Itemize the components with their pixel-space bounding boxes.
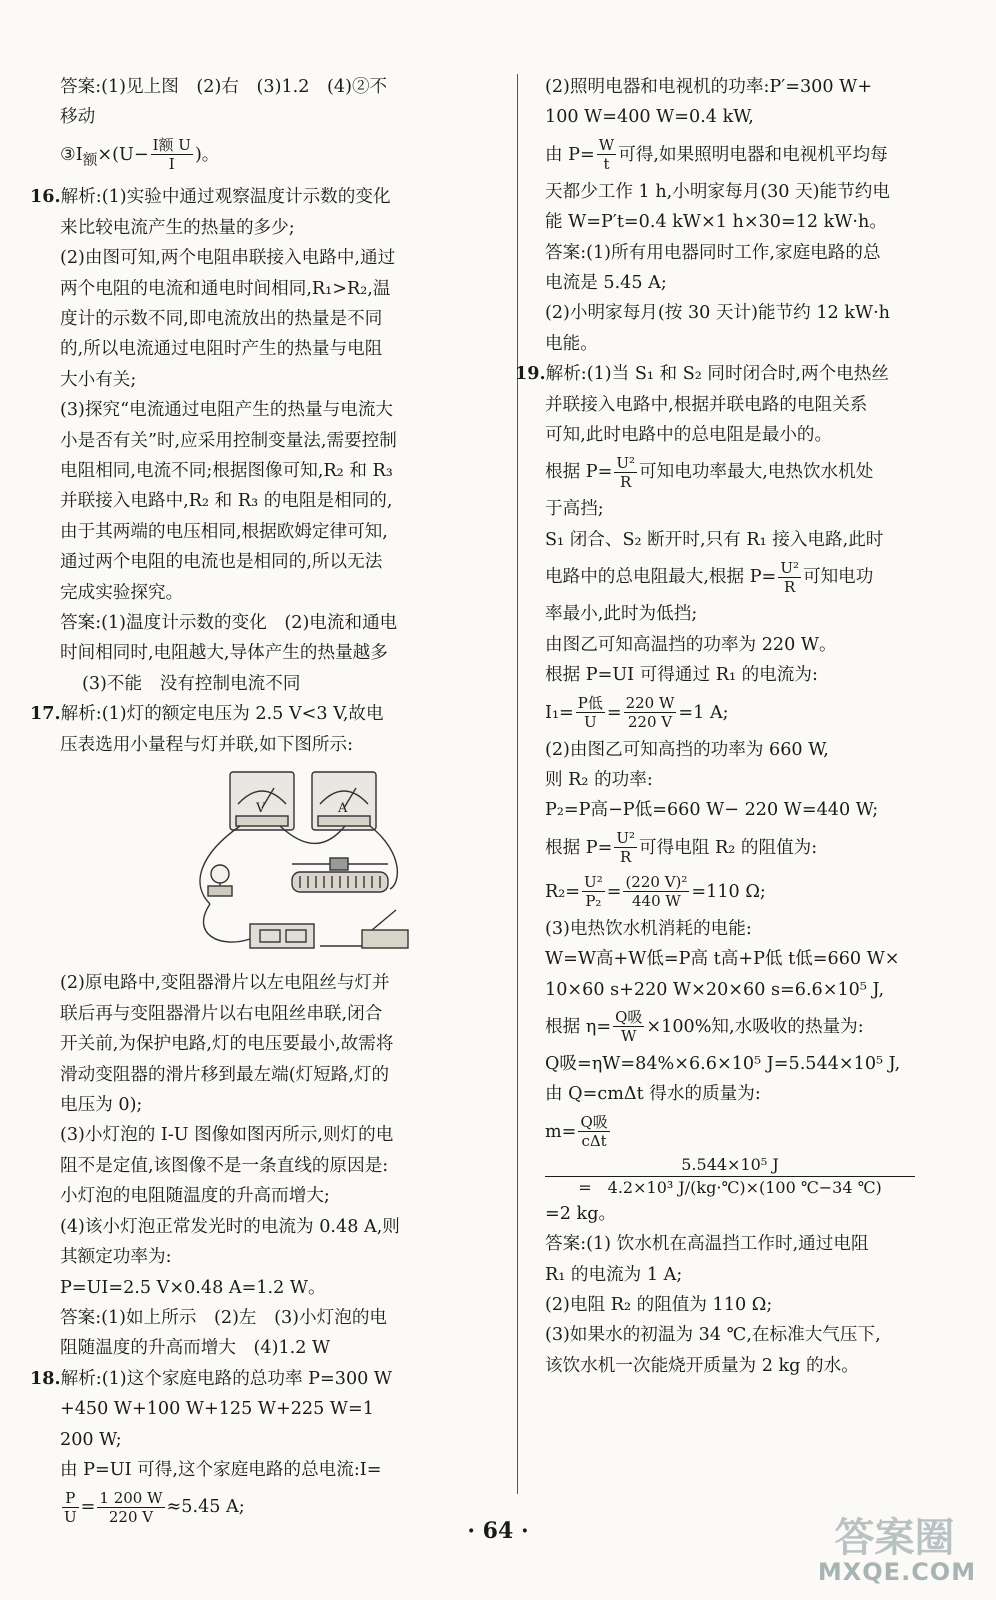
right-column xyxy=(515,72,965,1381)
text: (3)电热饮水机消耗的电能: xyxy=(545,918,752,939)
q19-line xyxy=(545,1005,965,1049)
lamp xyxy=(211,865,229,883)
text: 天都少工作 1 h,小明家每月(30 天)能节约电 xyxy=(545,181,890,202)
column-divider xyxy=(517,74,518,1494)
numerator: U² xyxy=(616,829,636,848)
text: 由图乙可知高温挡的功率为 220 W。 xyxy=(545,634,837,655)
q16-line xyxy=(30,486,485,516)
q18-line xyxy=(30,1394,485,1424)
numerator: W xyxy=(598,136,615,155)
q17-line xyxy=(30,999,485,1029)
text: S₁ 闭合、S₂ 断开时,只有 R₁ 接入电路,此时 xyxy=(545,529,884,550)
q16-line xyxy=(30,578,485,608)
text: ×100%知,水吸收的热量为: xyxy=(646,1016,864,1037)
text: 可知电功 xyxy=(802,567,874,588)
fraction xyxy=(597,136,616,173)
q18-line xyxy=(545,177,965,207)
subscript: 额 xyxy=(82,151,98,169)
text: 答案:(1)温度计示数的变化 (2)电流和通电 xyxy=(60,613,398,634)
text: 解析:(1)实验中通过观察温度计示数的变化 xyxy=(60,187,391,208)
q19-line xyxy=(545,765,965,795)
text: 则 R₂ 的功率: xyxy=(545,769,653,790)
numerator: 220 W xyxy=(625,694,675,712)
numerator: (220 V)² xyxy=(625,873,688,892)
q17-line xyxy=(30,1060,485,1090)
text: 电阻相同,电流不同;根据图像可知,R₂ 和 R₃ xyxy=(60,460,393,481)
numerator: 5.544×10⁵ J xyxy=(545,1154,915,1177)
text: (3)探究“电流通过电阻产生的热量与电流大 xyxy=(60,400,394,421)
text: = xyxy=(606,881,622,902)
ammeter-label: A xyxy=(338,801,348,817)
text: (3)如果水的初温为 34 ℃,在标准大气压下, xyxy=(545,1325,881,1346)
q16-line-1 xyxy=(30,182,485,212)
voltmeter-label: V xyxy=(256,801,266,817)
question-number-16: 16. xyxy=(30,186,61,208)
q18-answer xyxy=(545,238,965,268)
q19-line-1 xyxy=(515,359,965,389)
watermark xyxy=(812,1504,982,1592)
q18-line-1 xyxy=(30,1364,485,1394)
text: =1 A; xyxy=(678,702,729,723)
q19-line xyxy=(545,525,965,555)
q17-answer xyxy=(30,1303,485,1333)
numerator: P xyxy=(62,1489,79,1508)
q19-line xyxy=(545,420,965,450)
text: )。 xyxy=(194,144,220,165)
numerator: P低 xyxy=(577,694,603,712)
fraction xyxy=(778,559,801,596)
denominator: 220 V xyxy=(108,1507,154,1526)
fraction xyxy=(582,873,605,910)
text: (2)电阻 R₂ 的阻值为 110 Ω; xyxy=(545,1294,773,1315)
q16-answer xyxy=(30,669,485,699)
text: 的,所以电流通过电阻时产生的热量与电阻 xyxy=(60,339,383,360)
q19-formula xyxy=(545,1110,965,1154)
denominator: 220 V xyxy=(627,713,673,731)
fraction xyxy=(613,1008,644,1045)
wire xyxy=(204,904,250,942)
circuit-figure xyxy=(180,764,420,954)
text: 根据 η= xyxy=(545,1016,612,1037)
q19-answer xyxy=(545,1351,965,1381)
text: 根据 P= xyxy=(545,462,613,483)
denominator: 440 W xyxy=(632,892,681,911)
text: 电能。 xyxy=(545,333,598,354)
fraction xyxy=(624,694,677,731)
watermark-logo: 答案圈 xyxy=(834,1515,955,1561)
text: 该饮水机一次能烧开质量为 2 kg 的水。 xyxy=(545,1355,859,1376)
text: P₂=P高−P低=660 W− 220 W=440 W; xyxy=(545,800,879,821)
text: 解析:(1)当 S₁ 和 S₂ 同时闭合时,两个电热丝 xyxy=(545,364,889,385)
text: 由 Q=cmΔt 得水的质量为: xyxy=(545,1084,761,1105)
q16-line xyxy=(30,304,485,334)
q19-answer xyxy=(545,1290,965,1320)
q18-line xyxy=(545,72,965,102)
q16-answer xyxy=(30,638,485,668)
q19-answer xyxy=(545,1320,965,1350)
denominator: R xyxy=(620,848,632,867)
numerator: Q吸 xyxy=(615,1008,643,1027)
q17-line-1 xyxy=(30,699,485,729)
q19-answer xyxy=(545,1260,965,1290)
text: (3)小灯泡的 I-U 图像如图丙所示,则灯的电 xyxy=(60,1125,394,1146)
text: 解析:(1)灯的额定电压为 2.5 V<3 V,故电 xyxy=(60,704,384,725)
text: 电路中的总电阻最大,根据 P= xyxy=(545,567,777,588)
q16-line xyxy=(30,243,485,273)
text: 可知电功率最大,电热饮水机处 xyxy=(639,462,874,483)
text: 200 W; xyxy=(60,1429,122,1450)
q16-line xyxy=(30,426,485,456)
q17-line xyxy=(30,1151,485,1181)
text: ×(U− xyxy=(97,144,149,165)
q18-line xyxy=(30,1455,485,1485)
text: 可得电阻 R₂ 的阻值为: xyxy=(639,837,818,858)
question-number-17: 17. xyxy=(30,703,61,725)
q18-line xyxy=(545,133,965,177)
q16-line xyxy=(30,274,485,304)
text: 电流是 5.45 A; xyxy=(545,273,667,294)
text: 由 P= xyxy=(545,144,595,165)
fraction xyxy=(576,694,605,731)
denominator: U xyxy=(64,1507,77,1526)
q19-line xyxy=(545,975,965,1005)
text: 并联接入电路中,R₂ 和 R₃ 的电阻是相同的, xyxy=(60,491,393,512)
q19-line xyxy=(545,735,965,765)
text: +450 W+100 W+125 W+225 W=1 xyxy=(60,1399,374,1420)
text: 答案:(1)如上所示 (2)左 (3)小灯泡的电 xyxy=(60,1307,388,1328)
numerator: U² xyxy=(616,453,636,472)
text: m= xyxy=(545,1121,577,1142)
q19-line xyxy=(545,826,965,870)
text: 阻不是定值,该图像不是一条直线的原因是: xyxy=(60,1155,389,1176)
text: 答案:(1) 饮水机在高温挡工作时,通过电阻 xyxy=(545,1234,869,1255)
text: 完成实验探究。 xyxy=(60,582,184,603)
text: 由于其两端的电压相同,根据欧姆定律可知, xyxy=(60,521,388,542)
q19-line xyxy=(545,599,965,629)
page-number: · 64 · xyxy=(467,1518,529,1544)
denominator: P₂ xyxy=(585,892,602,911)
q17-line xyxy=(30,968,485,998)
text: =110 Ω; xyxy=(691,881,766,902)
q19-answer xyxy=(545,1229,965,1259)
text: 移动 xyxy=(60,107,96,128)
text: 10×60 s+220 W×20×60 s=6.6×10⁵ J, xyxy=(545,979,885,1000)
q17-answer xyxy=(30,1333,485,1363)
q19-line xyxy=(545,450,965,494)
watermark-site: MXQE.COM xyxy=(817,1558,977,1586)
q17-line xyxy=(30,1029,485,1059)
denominator: t xyxy=(603,155,610,174)
numerator: Q吸 xyxy=(580,1113,608,1132)
q15-answer-formula xyxy=(30,133,485,183)
text: 其额定功率为: xyxy=(60,1247,172,1268)
text: 度计的示数不同,即电流放出的热量是不同 xyxy=(60,308,383,329)
text: ≈5.45 A; xyxy=(166,1497,245,1518)
q18-answer xyxy=(545,268,965,298)
text: 率最小,此时为低挡; xyxy=(545,604,698,625)
q19-line xyxy=(545,944,965,974)
text: 阻随温度的升高而增大 (4)1.2 W xyxy=(60,1338,331,1359)
question-number-19: 19. xyxy=(515,363,546,385)
text: 解析:(1)这个家庭电路的总功率 P=300 W xyxy=(60,1368,393,1389)
q16-line xyxy=(30,365,485,395)
text: (2)小明家每月(按 30 天计)能节约 12 kW·h xyxy=(545,303,890,324)
mass-fraction xyxy=(545,1154,915,1199)
numerator: U² xyxy=(780,558,799,577)
q15-answer-line-1 xyxy=(30,72,485,102)
denominator: R xyxy=(783,577,796,596)
q19-line xyxy=(545,494,965,524)
text: 联后再与变阻器滑片以右电阻丝串联,闭合 xyxy=(60,1003,383,1024)
q16-answer xyxy=(30,608,485,638)
q19-line xyxy=(545,795,965,825)
denominator: W xyxy=(621,1027,637,1046)
text: 大小有关; xyxy=(60,369,137,390)
text: ③I xyxy=(60,144,83,165)
q19-line xyxy=(545,1199,965,1229)
text: 压表选用小量程与灯并联,如下图所示: xyxy=(60,734,354,755)
q19-line xyxy=(545,1049,965,1079)
text: 能 W=P′t=0.4 kW×1 h×30=12 kW·h。 xyxy=(545,212,887,233)
fraction xyxy=(578,1113,609,1150)
text: 可得,如果照明电器和电视机平均每 xyxy=(618,144,888,165)
q18-answer xyxy=(545,329,965,359)
q18-line xyxy=(545,102,965,132)
text: (2)由图乙可知高挡的功率为 660 W, xyxy=(545,739,829,760)
text: 时间相同时,电阻越大,导体产生的热量越多 xyxy=(60,643,388,664)
denominator: I xyxy=(168,155,175,174)
q19-line xyxy=(545,630,965,660)
fraction xyxy=(614,454,637,491)
numerator: I额 U xyxy=(152,136,191,155)
text: 并联接入电路中,根据并联电路的电阻关系 xyxy=(545,394,868,415)
denominator: U xyxy=(583,713,597,731)
text: (2)原电路中,变阻器滑片以左电阻丝与灯并 xyxy=(60,973,390,994)
numerator: U² xyxy=(584,873,603,892)
text: 由 P=UI 可得,这个家庭电路的总电流:I= xyxy=(60,1459,382,1480)
question-number-18: 18. xyxy=(30,1367,61,1389)
text: R₂= xyxy=(545,881,581,902)
q17-line xyxy=(30,730,485,760)
q19-formula xyxy=(545,870,965,914)
q16-line xyxy=(30,456,485,486)
text: 根据 P=UI 可得通过 R₁ 的电流为: xyxy=(545,665,818,686)
text: Q吸=ηW=84%×6.6×10⁵ J=5.544×10⁵ J, xyxy=(545,1053,901,1074)
switch xyxy=(362,930,408,948)
fraction xyxy=(151,136,193,173)
text: = xyxy=(80,1497,96,1518)
fraction xyxy=(623,873,689,910)
denominator: = 4.2×10³ J/(kg·℃)×(100 ℃−34 ℃) xyxy=(578,1177,882,1197)
q19-line xyxy=(545,1079,965,1109)
text: (2)由图可知,两个电阻串联接入电路中,通过 xyxy=(60,248,396,269)
text: 小灯泡的电阻随温度的升高而增大; xyxy=(60,1186,330,1207)
denominator: R xyxy=(620,472,632,491)
q19-line xyxy=(545,390,965,420)
text: W=W高+W低=P高 t高+P低 t低=660 W× xyxy=(545,949,900,970)
text: (4)该小灯泡正常发光时的电流为 0.48 A,则 xyxy=(60,1216,400,1237)
q19-line xyxy=(545,914,965,944)
text: 两个电阻的电流和通电时间相同,R₁>R₂,温 xyxy=(60,278,391,299)
q16-line xyxy=(30,334,485,364)
text: 开关前,为保护电路,灯的电压要最小,故需将 xyxy=(60,1034,394,1055)
left-column xyxy=(30,72,485,1529)
q18-line xyxy=(545,207,965,237)
q15-answer-line-2 xyxy=(30,102,485,132)
q17-line xyxy=(30,1273,485,1303)
q18-answer xyxy=(545,298,965,328)
fraction xyxy=(614,829,637,866)
text: 100 W=400 W=0.4 kW, xyxy=(545,107,754,128)
text: 根据 P= xyxy=(545,837,613,858)
text: 答案:(1)见上图 (2)右 (3)1.2 (4)②不 xyxy=(60,77,388,97)
text: 通过两个电阻的电流也是相同的,所以无法 xyxy=(60,552,383,573)
q16-line xyxy=(30,213,485,243)
q16-line xyxy=(30,395,485,425)
denominator: cΔt xyxy=(581,1132,607,1151)
q16-line xyxy=(30,517,485,547)
q17-line xyxy=(30,1242,485,1272)
q17-line xyxy=(30,1120,485,1150)
text: (2)照明电器和电视机的功率:P′=300 W+ xyxy=(545,77,872,97)
text: 可知,此时电路中的总电阻是最小的。 xyxy=(545,425,833,446)
q19-line xyxy=(545,555,965,599)
text: 电压为 0); xyxy=(60,1095,143,1116)
text: 小是否有关”时,应采用控制变量法,需要控制 xyxy=(60,430,397,451)
text: 滑动变阻器的滑片移到最左端(灯短路,灯的 xyxy=(60,1064,390,1085)
text: 于高挡; xyxy=(545,499,604,520)
text: R₁ 的电流为 1 A; xyxy=(545,1264,683,1285)
text: =2 kg。 xyxy=(545,1203,617,1224)
text: P=UI=2.5 V×0.48 A=1.2 W。 xyxy=(60,1277,326,1298)
q18-line xyxy=(30,1425,485,1455)
numerator: 1 200 W xyxy=(99,1488,163,1507)
q17-line xyxy=(30,1090,485,1120)
text: = xyxy=(606,702,622,723)
text: (3)不能 没有控制电流不同 xyxy=(82,673,301,694)
text: 答案:(1)所有用电器同时工作,家庭电路的总 xyxy=(545,242,881,263)
text: 来比较电流产生的热量的多少; xyxy=(60,217,295,238)
q19-formula xyxy=(545,691,965,735)
q17-line xyxy=(30,1181,485,1211)
q19-line xyxy=(545,660,965,690)
q16-line xyxy=(30,547,485,577)
text: I₁= xyxy=(545,702,574,723)
q17-line xyxy=(30,1212,485,1242)
